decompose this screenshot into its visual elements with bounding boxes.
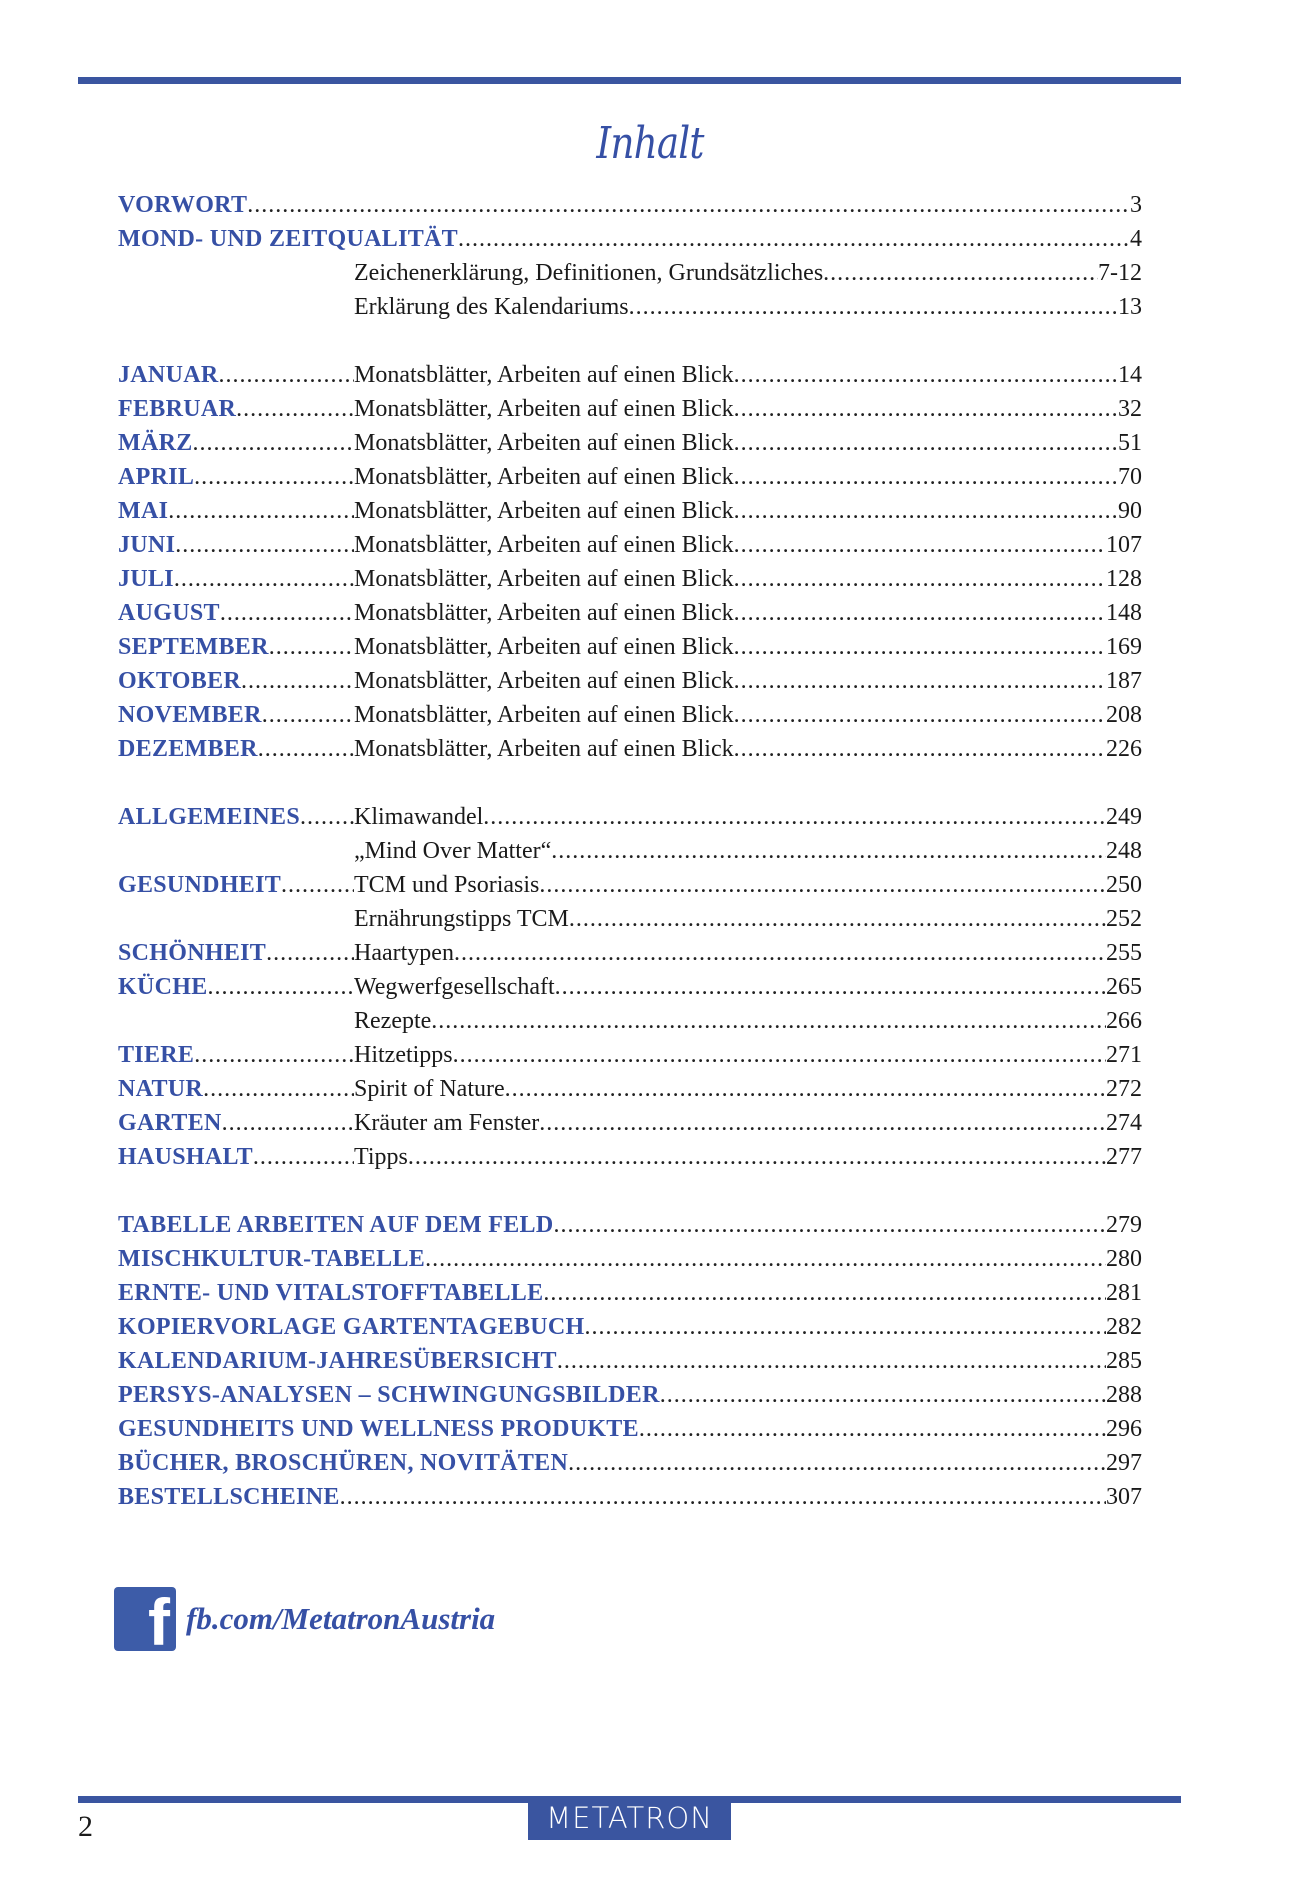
toc-entry[interactable] (118, 868, 1142, 902)
toc-entry-title: Monatsblätter, Arbeiten auf einen Blick (354, 702, 734, 728)
toc-entry-body (354, 494, 1118, 528)
toc-page-number: 14 (1118, 362, 1142, 388)
facebook-link[interactable] (114, 1587, 495, 1651)
toc-page-number: 90 (1118, 498, 1142, 524)
toc-entry-title: Hitzetipps (354, 1042, 453, 1068)
leader-dots (194, 1038, 354, 1072)
toc-page-number: 281 (1106, 1280, 1142, 1306)
toc-page-number: 266 (1106, 1008, 1142, 1034)
leader-dots (453, 1038, 1106, 1072)
toc-entry-title: Zeichenerklärung, Definitionen, Grundsätzliches (354, 260, 824, 286)
leader-dots (505, 1072, 1106, 1106)
leader-dots (483, 800, 1106, 834)
toc-entry-body (354, 596, 1106, 630)
toc-entry-body (354, 1004, 1106, 1038)
toc-section-label: OKTOBER (118, 668, 242, 694)
toc-page-number: 226 (1106, 736, 1142, 762)
toc-entry[interactable] (118, 1276, 1142, 1310)
toc-left-column (118, 664, 354, 698)
toc-left-column (118, 970, 354, 1004)
leader-dots (734, 460, 1118, 494)
toc-page-number: 274 (1106, 1110, 1142, 1136)
toc-section-label: BESTELLSCHEINE (118, 1484, 340, 1510)
leader-dots (555, 970, 1106, 1004)
toc-entry[interactable] (118, 1072, 1142, 1106)
toc-entry[interactable] (118, 494, 1142, 528)
toc-page-number: 169 (1106, 634, 1142, 660)
toc-entry[interactable] (118, 1480, 1142, 1514)
leader-dots (734, 630, 1106, 664)
leader-dots (281, 868, 354, 902)
leader-dots (553, 1208, 1106, 1242)
leader-dots (585, 1310, 1106, 1344)
toc-spacer (118, 1174, 1142, 1208)
toc-entry-title: Monatsblätter, Arbeiten auf einen Blick (354, 566, 734, 592)
leader-dots (539, 1106, 1106, 1140)
toc-entry-body (354, 970, 1106, 1004)
toc-page-number: 279 (1106, 1212, 1142, 1238)
toc-entry[interactable] (118, 596, 1142, 630)
leader-dots (660, 1378, 1106, 1412)
toc-entry[interactable] (118, 392, 1142, 426)
leader-dots (174, 562, 354, 596)
toc-entry-body (354, 528, 1106, 562)
toc-entry-title: Klimawandel (354, 804, 484, 830)
toc-page-number: 272 (1106, 1076, 1142, 1102)
toc-page-number: 285 (1106, 1348, 1142, 1374)
toc-entry[interactable] (118, 1242, 1142, 1276)
toc-entry[interactable] (118, 562, 1142, 596)
toc-entry[interactable] (118, 358, 1142, 392)
toc-page-number: 249 (1106, 804, 1142, 830)
toc-entry[interactable] (118, 1106, 1142, 1140)
toc-entry[interactable] (118, 1140, 1142, 1174)
toc-page-number: 307 (1106, 1484, 1142, 1510)
toc-entry-title: Spirit of Nature (354, 1076, 505, 1102)
toc-entry-title: Monatsblätter, Arbeiten auf einen Blick (354, 736, 734, 762)
leader-dots (458, 222, 1130, 256)
toc-page-number: 4 (1130, 226, 1142, 252)
toc-page-number: 70 (1118, 464, 1142, 490)
toc-entry-body (354, 834, 1106, 868)
leader-dots (300, 800, 354, 834)
toc-entry-body (354, 358, 1118, 392)
toc-entry[interactable] (118, 528, 1142, 562)
toc-entry[interactable] (118, 1038, 1142, 1072)
toc-entry-body (354, 1106, 1106, 1140)
toc-entry-title: Monatsblätter, Arbeiten auf einen Blick (354, 634, 734, 660)
toc-entry[interactable] (118, 1412, 1142, 1446)
toc-section-label: GARTEN (118, 1110, 222, 1136)
leader-dots (431, 1004, 1106, 1038)
toc-section-label: FEBRUAR (118, 396, 237, 422)
leader-dots (262, 698, 354, 732)
leader-dots (253, 1140, 354, 1174)
toc-entry-body (354, 1038, 1106, 1072)
toc-entry-body (354, 868, 1106, 902)
toc-left-column (118, 562, 354, 596)
toc-page-number: 7-12 (1098, 260, 1142, 286)
toc-entry[interactable] (118, 426, 1142, 460)
toc-entry-title: Wegwerfgesellschaft (354, 974, 555, 1000)
leader-dots (557, 1344, 1106, 1378)
leader-dots (734, 732, 1106, 766)
leader-dots (639, 1412, 1106, 1446)
leader-dots (734, 392, 1118, 426)
toc-page-number: 252 (1106, 906, 1142, 932)
toc-entry-body (354, 562, 1106, 596)
toc-entry[interactable] (354, 256, 1142, 290)
toc-entry-title: Erklärung des Kalendariums (354, 294, 629, 320)
leader-dots (734, 494, 1118, 528)
leader-dots (734, 426, 1118, 460)
toc-entry-body (354, 630, 1106, 664)
toc-entry[interactable] (118, 1310, 1142, 1344)
toc-page-number: 271 (1106, 1042, 1142, 1068)
toc-page-number: 265 (1106, 974, 1142, 1000)
toc-entry-body (354, 256, 1098, 290)
leader-dots (218, 358, 354, 392)
toc-entry-body (354, 460, 1118, 494)
leader-dots (454, 936, 1106, 970)
toc-entry[interactable] (118, 630, 1142, 664)
toc-section-label: GESUNDHEIT (118, 872, 282, 898)
toc-section-label: MISCHKULTUR-TABELLE (118, 1246, 426, 1272)
leader-dots (734, 698, 1106, 732)
toc-section-label: JANUAR (118, 362, 219, 388)
toc-section-label: JULI (118, 566, 174, 592)
leader-dots (203, 1072, 354, 1106)
toc-entry[interactable] (354, 902, 1142, 936)
toc-entry-title: Ernährungstipps TCM (354, 906, 569, 932)
leader-dots (539, 868, 1106, 902)
toc-entry-body (354, 1072, 1106, 1106)
toc-left-column (118, 800, 354, 834)
toc-section-label: APRIL (118, 464, 195, 490)
page-number: 2 (78, 1810, 93, 1843)
toc-entry[interactable] (118, 1446, 1142, 1480)
toc-section-label: KALENDARIUM-JAHRESÜBERSICHT (118, 1348, 557, 1374)
toc-section-label: HAUSHALT (118, 1144, 253, 1170)
toc-page-number: 297 (1106, 1450, 1142, 1476)
toc-entry-title: Monatsblätter, Arbeiten auf einen Blick (354, 532, 734, 558)
toc-entry-body (354, 902, 1106, 936)
toc-entry-body (354, 392, 1118, 426)
leader-dots (208, 970, 354, 1004)
toc-entry[interactable] (118, 800, 1142, 834)
toc-entry-title: Monatsblätter, Arbeiten auf einen Blick (354, 668, 734, 694)
leader-dots (220, 596, 354, 630)
toc-section-label: VORWORT (118, 192, 248, 218)
toc-page-number: 277 (1106, 1144, 1142, 1170)
toc-page-number: 128 (1106, 566, 1142, 592)
leader-dots (734, 596, 1106, 630)
toc-page-number: 3 (1130, 192, 1142, 218)
toc-section-label: JUNI (118, 532, 176, 558)
toc-entry-body (354, 698, 1106, 732)
toc-section-label: TABELLE ARBEITEN AUF DEM FELD (118, 1212, 554, 1238)
leader-dots (168, 494, 354, 528)
toc-entry[interactable] (118, 1378, 1142, 1412)
toc-section-label: NOVEMBER (118, 702, 262, 728)
toc-left-column (118, 460, 354, 494)
toc-page-number: 107 (1106, 532, 1142, 558)
toc-entry[interactable] (118, 970, 1142, 1004)
toc-left-column (118, 1038, 354, 1072)
toc-entry-body (354, 732, 1106, 766)
toc-entry-body (354, 290, 1118, 324)
toc-left-column (118, 732, 354, 766)
toc-left-column (118, 494, 354, 528)
toc-section-label: GESUNDHEITS UND WELLNESS PRODUKTE (118, 1416, 639, 1442)
toc-section-label: ERNTE- UND VITALSTOFFTABELLE (118, 1280, 544, 1306)
toc-section-label: BÜCHER, BROSCHÜREN, NOVITÄTEN (118, 1450, 569, 1476)
toc-entry[interactable] (354, 1004, 1142, 1038)
toc-left-column (118, 698, 354, 732)
facebook-url[interactable]: fb.com/MetatronAustria (186, 1601, 496, 1636)
toc-entry[interactable] (118, 664, 1142, 698)
toc-page-number: 13 (1118, 294, 1142, 320)
leader-dots (175, 528, 354, 562)
leader-dots (236, 392, 354, 426)
top-rule (78, 77, 1181, 84)
toc-page-number: 32 (1118, 396, 1142, 422)
toc-left-column (118, 936, 354, 970)
toc-left-column (118, 596, 354, 630)
leader-dots (734, 358, 1118, 392)
leader-dots (269, 630, 354, 664)
leader-dots (734, 664, 1106, 698)
facebook-icon: f (114, 1587, 176, 1651)
toc-entry[interactable] (118, 698, 1142, 732)
toc-page-number: 250 (1106, 872, 1142, 898)
toc-page-number: 51 (1118, 430, 1142, 456)
toc-entry-title: Monatsblätter, Arbeiten auf einen Blick (354, 430, 734, 456)
toc-section-label: KOPIERVORLAGE GARTENTAGEBUCH (118, 1314, 585, 1340)
toc-section-label: MÄRZ (118, 430, 193, 456)
toc-left-column (118, 426, 354, 460)
toc-section-label: SEPTEMBER (118, 634, 269, 660)
toc-left-column (118, 528, 354, 562)
toc-entry[interactable] (118, 936, 1142, 970)
leader-dots (734, 528, 1106, 562)
leader-dots (823, 256, 1098, 290)
table-of-contents (118, 188, 1142, 1514)
toc-page-number: 248 (1106, 838, 1142, 864)
toc-section-label: PERSYS-ANALYSEN – SCHWINGUNGSBILDER (118, 1382, 660, 1408)
toc-left-column (118, 1140, 354, 1174)
leader-dots (425, 1242, 1106, 1276)
toc-entry-title: Monatsblätter, Arbeiten auf einen Blick (354, 396, 734, 422)
toc-page-number: 148 (1106, 600, 1142, 626)
toc-entry[interactable] (354, 290, 1142, 324)
toc-left-column (118, 868, 354, 902)
leader-dots (734, 562, 1106, 596)
page-title: Inhalt (596, 118, 704, 169)
leader-dots (247, 188, 1130, 222)
toc-section-label: MAI (118, 498, 169, 524)
toc-section-label: SCHÖNHEIT (118, 940, 267, 966)
toc-left-column (118, 358, 354, 392)
toc-section-label: AUGUST (118, 600, 220, 626)
leader-dots (241, 664, 354, 698)
toc-page-number: 187 (1106, 668, 1142, 694)
toc-entry[interactable] (118, 460, 1142, 494)
leader-dots (543, 1276, 1106, 1310)
toc-section-label: ALLGEMEINES (118, 804, 301, 830)
toc-entry[interactable] (354, 834, 1142, 868)
leader-dots (551, 834, 1106, 868)
toc-section-label: DEZEMBER (118, 736, 258, 762)
toc-left-column (118, 392, 354, 426)
leader-dots (408, 1140, 1106, 1174)
toc-page-number: 280 (1106, 1246, 1142, 1272)
leader-dots (569, 902, 1106, 936)
brand-logo: METATRON (528, 1796, 731, 1840)
leader-dots (258, 732, 354, 766)
leader-dots (222, 1106, 354, 1140)
toc-entry-body (354, 1140, 1106, 1174)
leader-dots (629, 290, 1118, 324)
toc-entry-body (354, 426, 1118, 460)
leader-dots (193, 426, 354, 460)
toc-entry-title: Monatsblätter, Arbeiten auf einen Blick (354, 464, 734, 490)
leader-dots (266, 936, 354, 970)
toc-entry-title: Tipps (354, 1144, 408, 1170)
toc-entry[interactable] (118, 1344, 1142, 1378)
toc-entry-title: Monatsblätter, Arbeiten auf einen Blick (354, 498, 734, 524)
toc-page-number: 282 (1106, 1314, 1142, 1340)
toc-spacer (118, 324, 1142, 358)
toc-page-number: 296 (1106, 1416, 1142, 1442)
toc-entry-title: Kräuter am Fenster (354, 1110, 540, 1136)
toc-entry-body (354, 800, 1106, 834)
toc-entry-title: „Mind Over Matter“ (354, 838, 552, 864)
toc-entry-title: Monatsblätter, Arbeiten auf einen Blick (354, 362, 734, 388)
toc-left-column (118, 1106, 354, 1140)
toc-entry-title: TCM und Psoriasis (354, 872, 540, 898)
toc-entry-body (354, 664, 1106, 698)
toc-section-label: TIERE (118, 1042, 195, 1068)
toc-page-number: 255 (1106, 940, 1142, 966)
toc-entry-title: Rezepte (354, 1008, 432, 1034)
toc-left-column (118, 630, 354, 664)
leader-dots (568, 1446, 1106, 1480)
toc-entry[interactable] (118, 188, 1142, 222)
toc-left-column (118, 1072, 354, 1106)
toc-entry-body (354, 936, 1106, 970)
toc-section-label: KÜCHE (118, 974, 208, 1000)
toc-spacer (118, 766, 1142, 800)
leader-dots (194, 460, 354, 494)
toc-entry-title: Monatsblätter, Arbeiten auf einen Blick (354, 600, 734, 626)
toc-entry[interactable] (118, 222, 1142, 256)
toc-page-number: 208 (1106, 702, 1142, 728)
toc-page-number: 288 (1106, 1382, 1142, 1408)
toc-section-label: MOND- UND ZEITQUALITÄT (118, 226, 458, 252)
toc-entry[interactable] (118, 1208, 1142, 1242)
toc-entry-title: Haartypen (354, 940, 454, 966)
toc-section-label: NATUR (118, 1076, 204, 1102)
toc-entry[interactable] (118, 732, 1142, 766)
leader-dots (340, 1480, 1106, 1514)
